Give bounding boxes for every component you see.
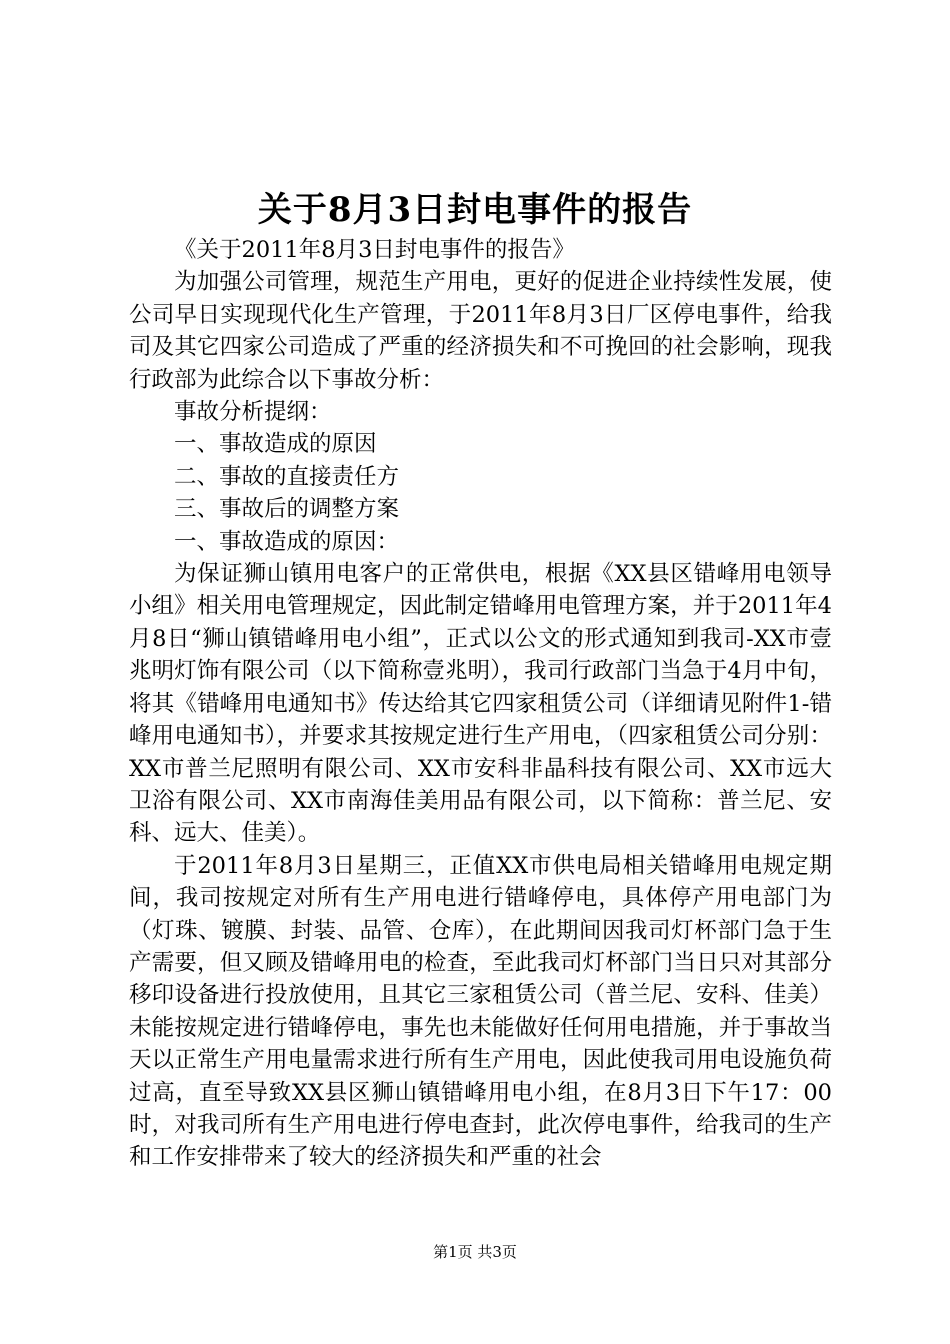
- outline-item-2: 二、事故的直接责任方: [174, 463, 400, 490]
- page-footer: 第1页 共3页: [433, 1243, 517, 1261]
- intro-paragraph: 为加强公司管理，规范生产用电，更好的促进企业持续性发展，使公司早日实现现代化生产管理，于2011年8月3日厂区停电事件，给我司及其它四家公司造成了严重的经济损失和不可挽回的社会影响，现我行政部为此综合以下事故分析：: [129, 269, 832, 393]
- causes-paragraph: 为保证狮山镇用电客户的正常供电，根据《XX县区错峰用电领导小组》相关用电管理规定，因此制定错峰用电管理方案，并于2011年4月8日“狮山镇错峰用电小组”，正式以公文的形式通知到我司-XX市壹兆明灯饰有限公司（以下简称壹兆明），我司行政部门当急于4月中旬，将其《错峰用电通知书》传达给其它四家租赁公司（详细请见附件1-错峰用电通知书），并要求其按规定进行生产用电，（四家租赁公司分别：XX市普兰尼照明有限公司、XX市安科非晶科技有限公司、XX市远大卫浴有限公司、XX市南海佳美用品有限公司，以下简称：普兰尼、安科、远大、佳美）。: [129, 561, 832, 847]
- document-body: [129, 234, 832, 1174]
- section-heading-causes: 一、事故造成的原因：: [174, 528, 400, 555]
- outline-heading: 事故分析提纲：: [174, 399, 332, 426]
- document-title: 关于8月3日封电事件的报告: [257, 190, 693, 230]
- incident-paragraph: 于2011年8月3日星期三，正值XX市供电局相关错峰用电规定期间，我司按规定对所有生产用电进行错峰停电，具体停产用电部门为（灯珠、镀膜、封装、品管、仓库），在此期间因我司灯杯部门急于生产需要，但又顾及错峰用电的检查，至此我司灯杯部门当日只对其部分移印设备进行投放使用，且其它三家租赁公司（普兰尼、安科、佳美）未能按规定进行错峰停电，事先也未能做好任何用电措施，并于事故当天以正常生产用电量需求进行所有生产用电，因此使我司用电设施负荷过高，直至导致XX县区狮山镇错峰用电小组，在8月3日下午17：00时，对我司所有生产用电进行停电查封，此次停电事件，给我司的生产和工作安排带来了较大的经济损失和严重的社会: [129, 852, 832, 1171]
- report-subtitle-paragraph: 《关于2011年8月3日封电事件的报告》: [174, 237, 575, 263]
- outline-item-3: 三、事故后的调整方案: [174, 496, 400, 523]
- outline-item-1: 一、事故造成的原因: [174, 431, 377, 458]
